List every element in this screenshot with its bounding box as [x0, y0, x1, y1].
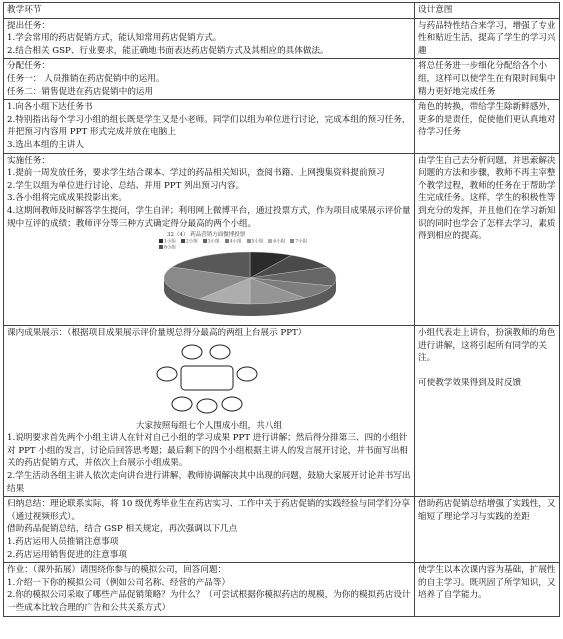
seat [182, 345, 202, 359]
step-line: 1.说明要求首先两个小组主讲人在针对自己小组的学习成果 PPT 进行讲解；然后得分排第三、四的小组针对 PPT 小组的发言，讨论后回答思考题；最后剩下的四个小组根据主讲人的发言展开讨论，并书面写出相关的药店促销方式，并依次上台展示小组成果。 [7, 433, 408, 469]
step-cell [4, 563, 415, 616]
step-line: 1.提前一周发放任务，要求学生结合课本、学过的药品相关知识，查阅书籍、上网搜集资料提前预习 [7, 168, 385, 179]
step-line: 借助药品促销总结，结合 GSP 相关规定，再次强调以下几点 [7, 524, 238, 535]
seat [157, 367, 177, 381]
step-line: 实施任务： [7, 155, 50, 166]
step-line: 1.药店运用人员推销注意事项 [7, 537, 119, 548]
table-row [4, 497, 560, 563]
seating-table [181, 366, 233, 390]
step-line: 2.药店运用销售促进的注意事项 [7, 549, 127, 560]
legend-item: 7小组 [290, 239, 307, 245]
step-line: 3.各小组将完成成果投影出来。 [7, 193, 127, 204]
legend-item: 3小组 [203, 239, 220, 245]
legend-item: 8小组 [159, 245, 176, 251]
seating-diagram [7, 340, 411, 420]
header-design-intent: 设计意图 [415, 3, 560, 19]
step-line: 1.学会常用的药店促销方式，能认知常用药店促销方式。 [7, 33, 222, 44]
seat [172, 397, 192, 411]
legend-item: 1小组 [159, 239, 176, 245]
seating-caption: 大家按照每组七个人围成小组，共八组 [135, 420, 283, 431]
intent-cell: 角色的转换，带给学生除新鲜感外，更多的是责任，促使他们更认真地对待学习任务 [415, 100, 560, 153]
vote-chart-figure [7, 232, 411, 324]
step-line: 任务二：销售促进在药店促销中的运用 [7, 86, 154, 97]
step-line: 课内成果展示：（根据项目成果展示评价量规总得分最高的两组上台展示 PPT） [7, 328, 307, 339]
intent-cell [415, 326, 560, 497]
table-row [4, 153, 560, 326]
vote-pie-chart [155, 248, 345, 322]
table-row [4, 326, 560, 497]
lesson-plan-table [3, 2, 560, 617]
step-cell [4, 100, 415, 153]
chart-title: 32（4） 药品营销方面微博投票 [167, 232, 246, 239]
table-row [4, 59, 560, 100]
step-line: 提出任务： [7, 20, 50, 31]
header-teaching-step: 教学环节 [4, 3, 415, 19]
seating-svg [7, 340, 405, 420]
seat [210, 345, 230, 359]
step-cell [4, 497, 415, 563]
step-line: 任务一： 人员推销在药店促销中的运用。 [7, 73, 165, 84]
table-header-row [4, 3, 560, 19]
step-line: 作业：（课外拓展）请围绕你参与的模拟公司，回答问题： [7, 565, 227, 576]
step-line: 2.学生以组为单位进行讨论、总结、并用 PPT 列出预习内容。 [7, 180, 245, 191]
intent-cell: 与药品特性结合来学习，增强了专业性和贴近生活，提高了学生的学习兴趣 [415, 18, 560, 59]
step-cell [4, 153, 415, 326]
step-line: 归纳总结：理论联系实际，将 10 级优秀毕业生在药店实习、工作中关于药店促销的实践经验与同学们分享（通过视频形式）。 [7, 499, 411, 522]
intent-cell: 将总任务进一步细化分配给各个小组，这样可以使学生在有限时间集中精力更好地完成任务 [415, 59, 560, 100]
step-line: 4.这期间教师及时解答学生提问，学生自评；利用网上微博平台，通过投票方式，作为项目成果展示评价量规中互评的成绩；教师评分等三种方式确定得分最高的两个小组。 [7, 205, 411, 229]
legend-item: 6小组 [268, 239, 285, 245]
step-line: 2.结合相关 GSP、行业要求，能正确地书面表达药店促销方式及其相应的具体做法。 [7, 45, 329, 56]
legend-item: 5小组 [247, 239, 264, 245]
legend-item: 4小组 [225, 239, 242, 245]
step-line: 2.学生活动各组主讲人依次走向讲台进行讲解，教师协调解决其中出现的问题，鼓励大家展开讨论并书写出结果 [7, 471, 411, 494]
intent-cell: 借助药店促销总结增强了实践性，又缩短了理论学习与实践的差距 [415, 497, 560, 563]
step-cell [4, 18, 415, 59]
step-line: 2.你的模拟公司采取了哪些产品促销策略？为什么？（可尝试根据你模拟药店的规模，为你的模拟药店设计一些成本比较合理的广告和公共关系方式） [7, 590, 411, 613]
step-line: 2.特别指出每个学习小组的组长既是学生又是小老师。同学们以组为单位进行讨论，完成本组的预习任务，并把预习内容用 PPT 形式完成并放在电脑上 [7, 114, 411, 138]
intent-cell: 由学生自己去分析问题，并思索解决问题的方法和步骤，教师不再主宰整个教学过程，教师的任务在于帮助学生完成任务。这样，学生的积极性等到充分的发挥，并且他们在学习新知识的同时也学会了怎样去学习，素质得到相应的提高。 [415, 153, 560, 326]
legend-item: 2小组 [181, 239, 198, 245]
seat [222, 397, 242, 411]
step-line: 1.向各小组下达任务书 [7, 102, 93, 113]
intent-line: 可使教学效果得到及时反馈 [418, 377, 522, 388]
step-line: 分配任务： [7, 61, 50, 72]
intent-line: 小组代表走上讲台，扮演教师的角色进行讲解，这将引起所有同学的关注。 [418, 328, 556, 364]
step-line: 1.介绍一下你的模拟公司（例如公司名称、经营的产品等） [7, 577, 231, 588]
step-cell [4, 326, 415, 497]
table-row [4, 18, 560, 59]
seat [197, 399, 217, 413]
table-row [4, 100, 560, 153]
step-line: 3.选出本组的主讲人 [7, 139, 84, 150]
table-row [4, 563, 560, 616]
seat [237, 367, 257, 381]
intent-cell: 使学生以本次课内容为基础，扩展性的自主学习。既巩固了所学知识，又培养了自学能力。 [415, 563, 560, 616]
step-cell [4, 59, 415, 100]
